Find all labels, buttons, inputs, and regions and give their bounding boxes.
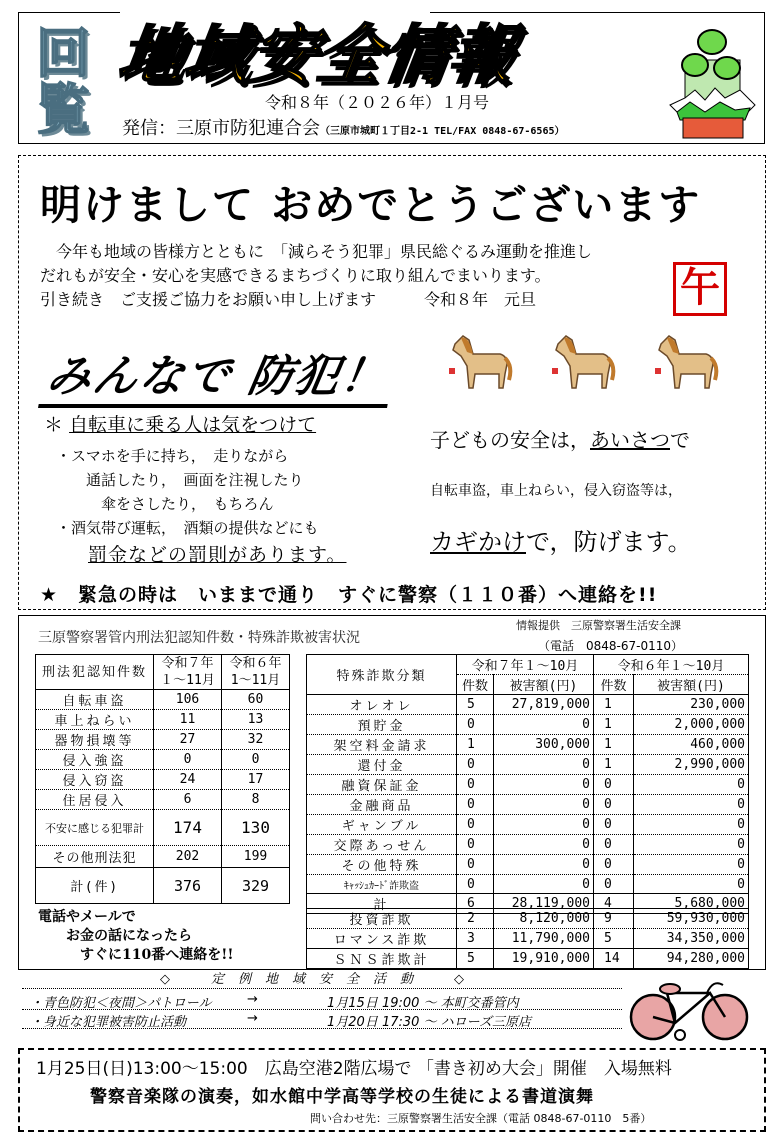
warning-line: お金の話になったら [38, 928, 192, 944]
rule-line: 通話したり， 画面を注視したり [56, 471, 304, 489]
activity-detail: 1月15日 19:00 ～ 本町交番管内 [327, 996, 519, 1011]
cell-count-r7: 0 [457, 755, 494, 775]
cell-r6: 17 [222, 770, 290, 790]
table-row [307, 735, 749, 755]
publisher-name: 発信：三原市防犯連合会 [122, 118, 320, 139]
row-label: ｷｬｯｼｭｶｰﾄﾞ詐欺盗 [307, 875, 457, 894]
cell-r7: 202 [154, 846, 222, 868]
cell-amount-r6: 94,280,000 [634, 949, 749, 969]
table-row [36, 710, 290, 730]
cell-r7: 11 [154, 710, 222, 730]
table-row [36, 730, 290, 750]
cell-count-r6: 1 [594, 695, 634, 715]
cell-count-r6: 0 [594, 815, 634, 835]
table-row [307, 755, 749, 775]
phone-fraud-warning [38, 908, 234, 965]
horse-icon [548, 332, 618, 392]
row-label: 預貯金 [307, 715, 457, 735]
cell-r7: 174 [154, 810, 222, 846]
kairan-label [28, 22, 98, 141]
special-fraud-table [306, 654, 749, 914]
message-line: 引き続き ご支援ご協力をお願い申し上げます 令和８年 元旦 [40, 290, 537, 309]
cell-count-r7: 5 [457, 695, 494, 715]
table-row [36, 750, 290, 770]
row-label: ギャンブル [307, 815, 457, 835]
cell-count-r7: 2 [457, 909, 494, 929]
cell-amount-r6: 230,000 [634, 695, 749, 715]
cell-amount-r6: 0 [634, 875, 749, 894]
cell-amount-r7: 0 [494, 715, 594, 735]
cell-count-r6: 0 [594, 775, 634, 795]
row-label: 侵入強盗 [36, 750, 154, 770]
cell-amount-r7: 8,120,000 [494, 909, 594, 929]
cell-count-r6: 5 [594, 929, 634, 949]
campaign-title: みんなで 防犯！ [38, 340, 399, 408]
cell-r7: 27 [154, 730, 222, 750]
cell-amount-r7: 0 [494, 755, 594, 775]
sns-fraud-table [306, 908, 749, 969]
kairan-char-1: 回 [36, 22, 90, 85]
greeting-emphasis: あいさつ [590, 428, 670, 452]
cell-r6: 0 [222, 750, 290, 770]
event-description: 警察音楽隊の演奏，如水館中学高等学校の生徒による書道演舞 [90, 1087, 594, 1107]
cell-amount-r6: 0 [634, 835, 749, 855]
col-header-category: 刑法犯認知件数 [36, 655, 154, 690]
stats-title: 三原警察署管内刑法犯認知件数・特殊詐欺被害状況 [38, 630, 360, 646]
cell-count-r6: 0 [594, 795, 634, 815]
cell-count-r6: 1 [594, 755, 634, 775]
table-row [307, 795, 749, 815]
cell-amount-r6: 5,680,000 [634, 894, 749, 914]
table-row [307, 715, 749, 735]
cell-r7: 0 [154, 750, 222, 770]
table-row [307, 875, 749, 894]
horse-icon [651, 332, 721, 392]
activities-title: ◇ 定例地域安全活動 ◇ [160, 972, 478, 987]
row-label: 金融商品 [307, 795, 457, 815]
cell-count-r7: 0 [457, 875, 494, 894]
cell-count-r6: 0 [594, 835, 634, 855]
cell-r6: 60 [222, 690, 290, 710]
table-row [307, 835, 749, 855]
cell-count-r7: 0 [457, 855, 494, 875]
child-safety-message [430, 424, 690, 453]
row-label: 器物損壊等 [36, 730, 154, 750]
row-label: 住居侵入 [36, 790, 154, 810]
cell-count-r7: 6 [457, 894, 494, 914]
cell-amount-r7: 0 [494, 835, 594, 855]
bike-rules [56, 444, 319, 540]
warning-line: 電話やメールで [38, 909, 136, 925]
cell-amount-r7: 19,910,000 [494, 949, 594, 969]
horse-icon [445, 332, 515, 392]
cell-amount-r7: 0 [494, 875, 594, 894]
activity-item [22, 991, 622, 1010]
cell-amount-r7: 28,119,000 [494, 894, 594, 914]
table-row [36, 810, 290, 846]
cell-amount-r7: 0 [494, 775, 594, 795]
row-label: ＳＮＳ詐欺計 [307, 949, 457, 969]
cell-amount-r6: 460,000 [634, 735, 749, 755]
emergency-notice: ★ 緊急の時は いままで通り すぐに警察（１１０番）へ連絡を!! [40, 584, 658, 606]
theft-message: 自転車盗，車上ねらい，侵入窃盗等は， [430, 483, 682, 499]
cell-amount-r6: 0 [634, 815, 749, 835]
cell-count-r6: 9 [594, 909, 634, 929]
row-label: 融資保証金 [307, 775, 457, 795]
row-label: その他特殊 [307, 855, 457, 875]
col-header-r7-line1: 令和７年 [161, 656, 214, 671]
col-header-r7 [154, 655, 222, 690]
activities-divider [22, 975, 622, 989]
row-label: ロマンス詐欺 [307, 929, 457, 949]
cell-count-r7: 0 [457, 815, 494, 835]
row-label: 交際あっせん [307, 835, 457, 855]
cell-amount-r6: 2,000,000 [634, 715, 749, 735]
activity-detail: 1月20日 17:30 ～ ハローズ三原店 [327, 1015, 532, 1030]
cell-count-r7: 0 [457, 795, 494, 815]
col-header-count: 件数 [594, 675, 634, 695]
cell-r7: 24 [154, 770, 222, 790]
warning-line: すぐに110番へ連絡を!! [38, 947, 234, 963]
col-header-r7-line2: １～11月 [160, 673, 215, 688]
cell-count-r6: 0 [594, 855, 634, 875]
event-schedule: 1月25日(日)13:00～15:00 広島空港2階広場で 「書き初め大会」開催 入場無料 [36, 1059, 672, 1079]
cell-r6: 329 [222, 868, 290, 904]
rule-line: 傘をさしたり， もちろん [56, 495, 274, 513]
publisher [122, 114, 565, 140]
cell-amount-r6: 0 [634, 795, 749, 815]
cell-amount-r6: 2,990,000 [634, 755, 749, 775]
table-row [307, 695, 749, 715]
cell-amount-r7: 0 [494, 795, 594, 815]
row-label: 計(件) [36, 868, 154, 904]
cell-r7: 106 [154, 690, 222, 710]
table-row [36, 770, 290, 790]
cell-r6: 199 [222, 846, 290, 868]
cell-count-r7: 0 [457, 715, 494, 735]
cell-count-r6: 1 [594, 735, 634, 755]
col-header-r6-line2: 1～11月 [230, 673, 281, 688]
issue-date: 令和８年（２０２６年）１月号 [265, 93, 490, 112]
col-header-period-r7: 令和７年１～10月 [457, 655, 594, 675]
child-safety-suffix: で [670, 428, 690, 452]
table-row [36, 790, 290, 810]
col-header-amount: 被害額(円) [494, 675, 594, 695]
cell-r6: 32 [222, 730, 290, 750]
newsletter-title: 地域安全情報 [113, 19, 521, 93]
table-row [307, 909, 749, 929]
cell-r6: 13 [222, 710, 290, 730]
cell-amount-r7: 27,819,000 [494, 695, 594, 715]
cell-r7: 6 [154, 790, 222, 810]
cell-amount-r6: 34,350,000 [634, 929, 749, 949]
stats-source-phone: （電話 0848-67-0110） [538, 639, 684, 653]
new-year-message [40, 240, 592, 312]
col-header-count: 件数 [457, 675, 494, 695]
table-row [307, 855, 749, 875]
col-header-category: 特殊詐欺分類 [307, 655, 457, 695]
cell-r6: 8 [222, 790, 290, 810]
col-header-r6 [222, 655, 290, 690]
table-row [307, 815, 749, 835]
lock-emphasis: カギかけ [430, 528, 526, 556]
stats-source: 情報提供 三原警察署生活安全課 [516, 619, 681, 632]
message-line: 今年も地域の皆様方とともに 「減らそう犯罪」県民総ぐるみ運動を推進し [40, 242, 593, 261]
row-label: 侵入窃盗 [36, 770, 154, 790]
col-header-period-r6: 令和６年１～10月 [594, 655, 749, 675]
table-row [36, 690, 290, 710]
row-label: 車上ねらい [36, 710, 154, 730]
penalty-note: 罰金などの罰則があります。 [88, 544, 347, 566]
cell-count-r7: 5 [457, 949, 494, 969]
table-row-total [307, 949, 749, 969]
kairan-char-2: 覧 [36, 78, 90, 141]
lock-message [430, 522, 692, 557]
row-label: その他刑法犯 [36, 846, 154, 868]
row-label: 投資詐欺 [307, 909, 457, 929]
bicycle-icon [625, 975, 755, 1047]
cell-amount-r7: 11,790,000 [494, 929, 594, 949]
child-safety-prefix: 子どもの安全は， [430, 428, 590, 452]
table-row-total [36, 868, 290, 904]
cell-count-r6: 14 [594, 949, 634, 969]
table-row [36, 846, 290, 868]
cell-count-r7: 3 [457, 929, 494, 949]
publisher-address: （三原市城町１丁目2-1 TEL/FAX 0848-67-6565） [320, 126, 565, 137]
cell-amount-r7: 300,000 [494, 735, 594, 755]
cell-amount-r6: 59,930,000 [634, 909, 749, 929]
cell-amount-r7: 0 [494, 815, 594, 835]
rule-line: ・酒気帯び運転， 酒類の提供などにも [56, 519, 319, 537]
cell-count-r6: 1 [594, 715, 634, 735]
col-header-r6-line1: 令和６年 [229, 656, 282, 671]
bike-warning-text: 自転車に乗る人は気をつけて [69, 414, 317, 436]
row-label: 不安に感じる犯罪計 [36, 810, 154, 846]
cell-count-r6: 4 [594, 894, 634, 914]
cell-r6: 130 [222, 810, 290, 846]
new-year-greeting: 明けまして おめでとうございます [40, 181, 702, 229]
cell-amount-r6: 0 [634, 855, 749, 875]
cell-count-r7: 0 [457, 835, 494, 855]
table-row [307, 775, 749, 795]
table-row [307, 929, 749, 949]
arrow-icon: → [247, 992, 258, 1007]
cell-count-r7: 0 [457, 775, 494, 795]
cell-amount-r7: 0 [494, 855, 594, 875]
row-label: 自転車盗 [36, 690, 154, 710]
bike-warning [44, 410, 316, 437]
cell-count-r6: 0 [594, 875, 634, 894]
rule-line: ・スマホを手に持ち， 走りながら [56, 447, 289, 465]
lock-suffix: で，防げます。 [526, 528, 692, 556]
kadomatsu-icon [665, 20, 760, 140]
activity-item [22, 1010, 622, 1029]
activity-name: ・身近な犯罪被害防止活動 [30, 1015, 187, 1030]
row-label: 還付金 [307, 755, 457, 775]
cell-r7: 376 [154, 868, 222, 904]
row-label: オレオレ [307, 695, 457, 715]
horse-stamp-icon: 午 [673, 262, 727, 316]
row-label: 架空料金請求 [307, 735, 457, 755]
arrow-icon: → [247, 1011, 258, 1026]
message-line: だれもが安全・安心を実感できるまちづくりに取り組んでまいります。 [40, 266, 551, 285]
col-header-amount: 被害額(円) [634, 675, 749, 695]
cell-count-r7: 1 [457, 735, 494, 755]
activity-name: ・青色防犯＜夜間＞パトロール [30, 996, 212, 1011]
criminal-offense-table [35, 654, 290, 904]
asterisk: ＊ [44, 414, 64, 436]
cell-amount-r6: 0 [634, 775, 749, 795]
row-label: 計 [307, 894, 457, 914]
event-contact: 問い合わせ先：三原警察署生活安全課（電話 0848-67-0110 5番） [310, 1112, 652, 1125]
